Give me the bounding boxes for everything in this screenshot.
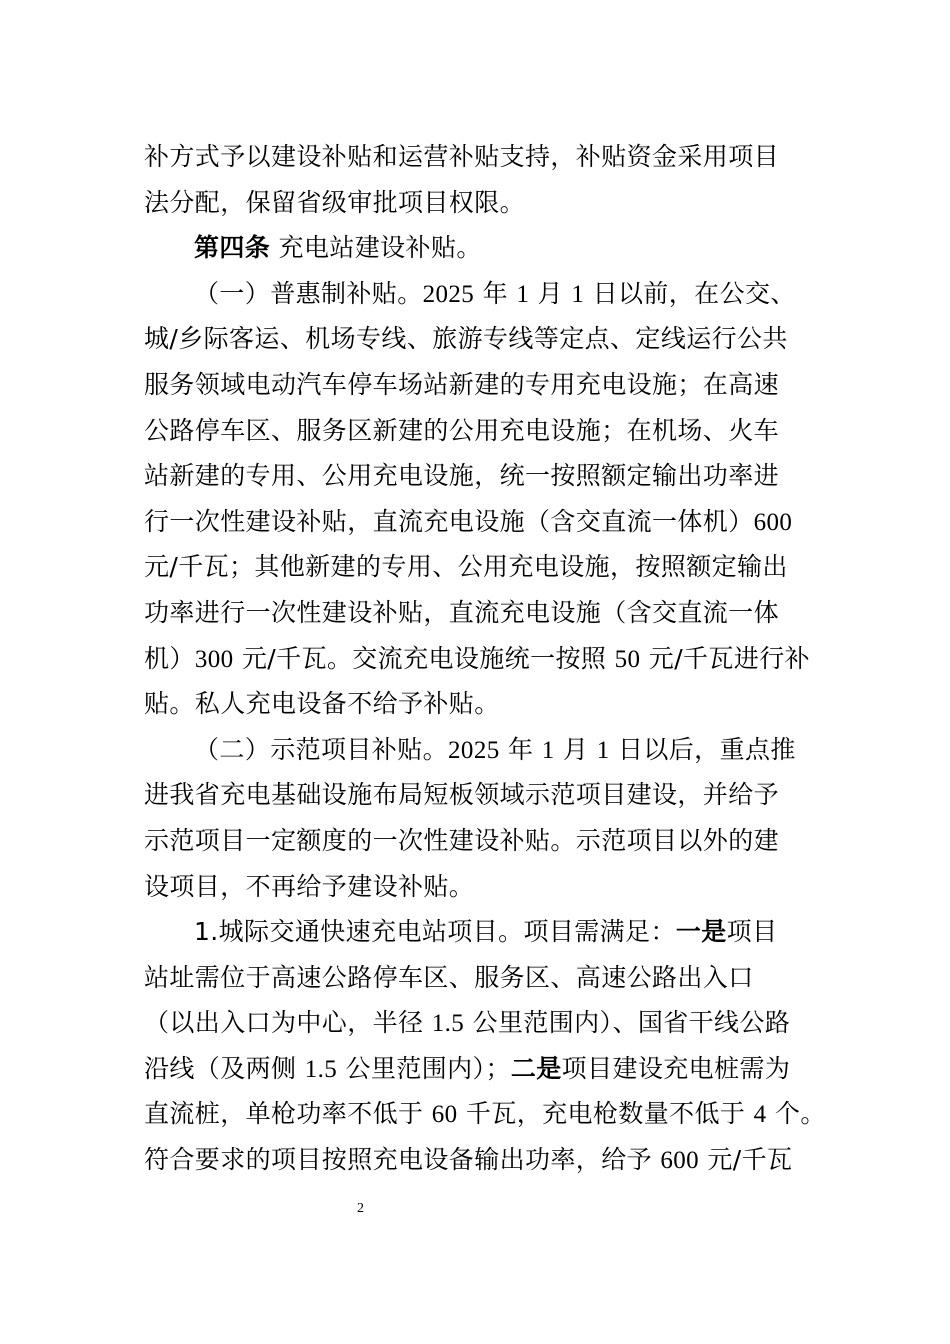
bold-text: 一是 [675,917,727,947]
text-segment: 个。 [766,1099,826,1129]
text-line [144,1137,824,1183]
text-segment: （一）普惠制补贴。 [194,278,423,308]
text-segment: （以出入口为中心，半径 [144,1008,432,1038]
text-segment: 1.5 [304,1055,338,1083]
text-line [144,544,824,590]
text-line [144,864,824,910]
text-segment: 60 [431,1101,458,1129]
text-segment: 法分配，保留省级审批项目权限。 [144,187,526,217]
text-segment: 元/千瓦进行补 [640,643,811,673]
text-line [144,316,824,362]
text-segment: 项目 [726,917,778,947]
text-line [144,134,824,180]
text-line [144,909,824,955]
text-segment: 公里范围内）、国省干线公路 [464,1008,791,1038]
text-segment: 补方式予以建设补贴和运营补贴支持，补贴资金采用项目 [144,142,780,171]
page-number: 2 [357,1201,364,1216]
text-segment: 1 [571,280,585,308]
text-segment: 千瓦，充电枪数量不低于 [457,1099,754,1129]
text-segment: 贴。私人充电设备不给予补贴。 [144,689,500,719]
body-text [144,134,824,1183]
text-segment: 城/乡际客运、机场专线、旅游专线等定点、定线运行公共 [144,324,788,354]
text-segment: 服务领域电动汽车停车场站新建的专用充电设施；在高速 [144,369,780,399]
text-segment: （二）示范项目补贴。 [194,734,449,764]
text-line [144,818,824,864]
text-segment: 机） [144,643,195,673]
text-segment: 年 [499,734,542,764]
text-segment: 项目建设充电桩需为 [561,1053,791,1083]
text-segment: 月 [529,278,572,308]
text-line [144,408,824,454]
text-segment: 进我省充电基础设施布局短板领域示范项目建设，并给予 [144,780,780,810]
text-segment: 站新建的专用、公用充电设施，统一按照额定输出功率进 [144,461,780,491]
text-segment: 1.城际交通快速充电站项目。项目需满足： [194,917,676,947]
text-segment: 4 [753,1101,767,1129]
text-line [144,727,824,773]
text-line [144,681,824,727]
text-line [144,271,824,317]
text-line [144,590,824,636]
text-segment: 行一次性建设补贴，直流充电设施（含交直流一体机） [144,506,754,536]
text-segment: 充电站建设补贴。 [270,233,482,263]
text-segment: 元/千瓦 [699,1145,793,1175]
text-line [144,453,824,499]
text-segment: 符合要求的项目按照充电设备输出功率，给予 [144,1145,661,1175]
text-line [144,1000,824,1046]
text-segment: 600 [753,508,793,536]
text-segment: 50 [614,645,641,673]
text-segment: 设项目，不再给予建设补贴。 [144,871,475,901]
text-line [144,1091,824,1137]
text-segment: 1 [596,736,610,764]
text-segment: 元/千瓦；其他新建的专用、公用充电设施，按照额定输出 [144,552,788,582]
text-segment: 示范项目一定额度的一次性建设补贴。示范项目以外的建 [144,825,780,855]
text-segment: 元/千瓦。交流充电设施统一按照 [233,643,615,673]
text-segment: 2025 [448,736,500,764]
text-segment: 日以后，重点推 [609,734,796,764]
text-line [144,180,824,226]
text-segment: 站址需位于高速公路停车区、服务区、高速公路出入口 [144,962,754,992]
text-segment: 年 [474,278,517,308]
text-segment: 直流桩，单枪功率不低于 [144,1099,432,1129]
text-segment: 功率进行一次性建设补贴，直流充电设施（含交直流一体 [144,597,780,627]
text-segment: 600 [660,1147,700,1175]
text-line [144,499,824,545]
text-segment: 1 [516,280,530,308]
text-line [144,772,824,818]
text-segment: 公里范围内）； [337,1053,511,1083]
text-segment: 1.5 [431,1010,465,1038]
text-segment: 2025 [422,280,475,308]
text-line [144,1046,824,1092]
text-line [144,225,824,271]
text-segment: 日以前，在公交、 [584,278,796,308]
text-line [144,636,824,682]
text-segment: 沿线（及两侧 [144,1053,305,1083]
text-line [144,362,824,408]
text-segment: 月 [554,734,597,764]
text-segment: 1 [541,736,555,764]
text-segment: 公路停车区、服务区新建的公用充电设施；在机场、火车 [144,415,780,445]
text-segment: 300 [194,645,234,673]
bold-text: 二是 [510,1053,562,1083]
bold-text: 第四条 [194,233,271,263]
text-line [144,955,824,1001]
